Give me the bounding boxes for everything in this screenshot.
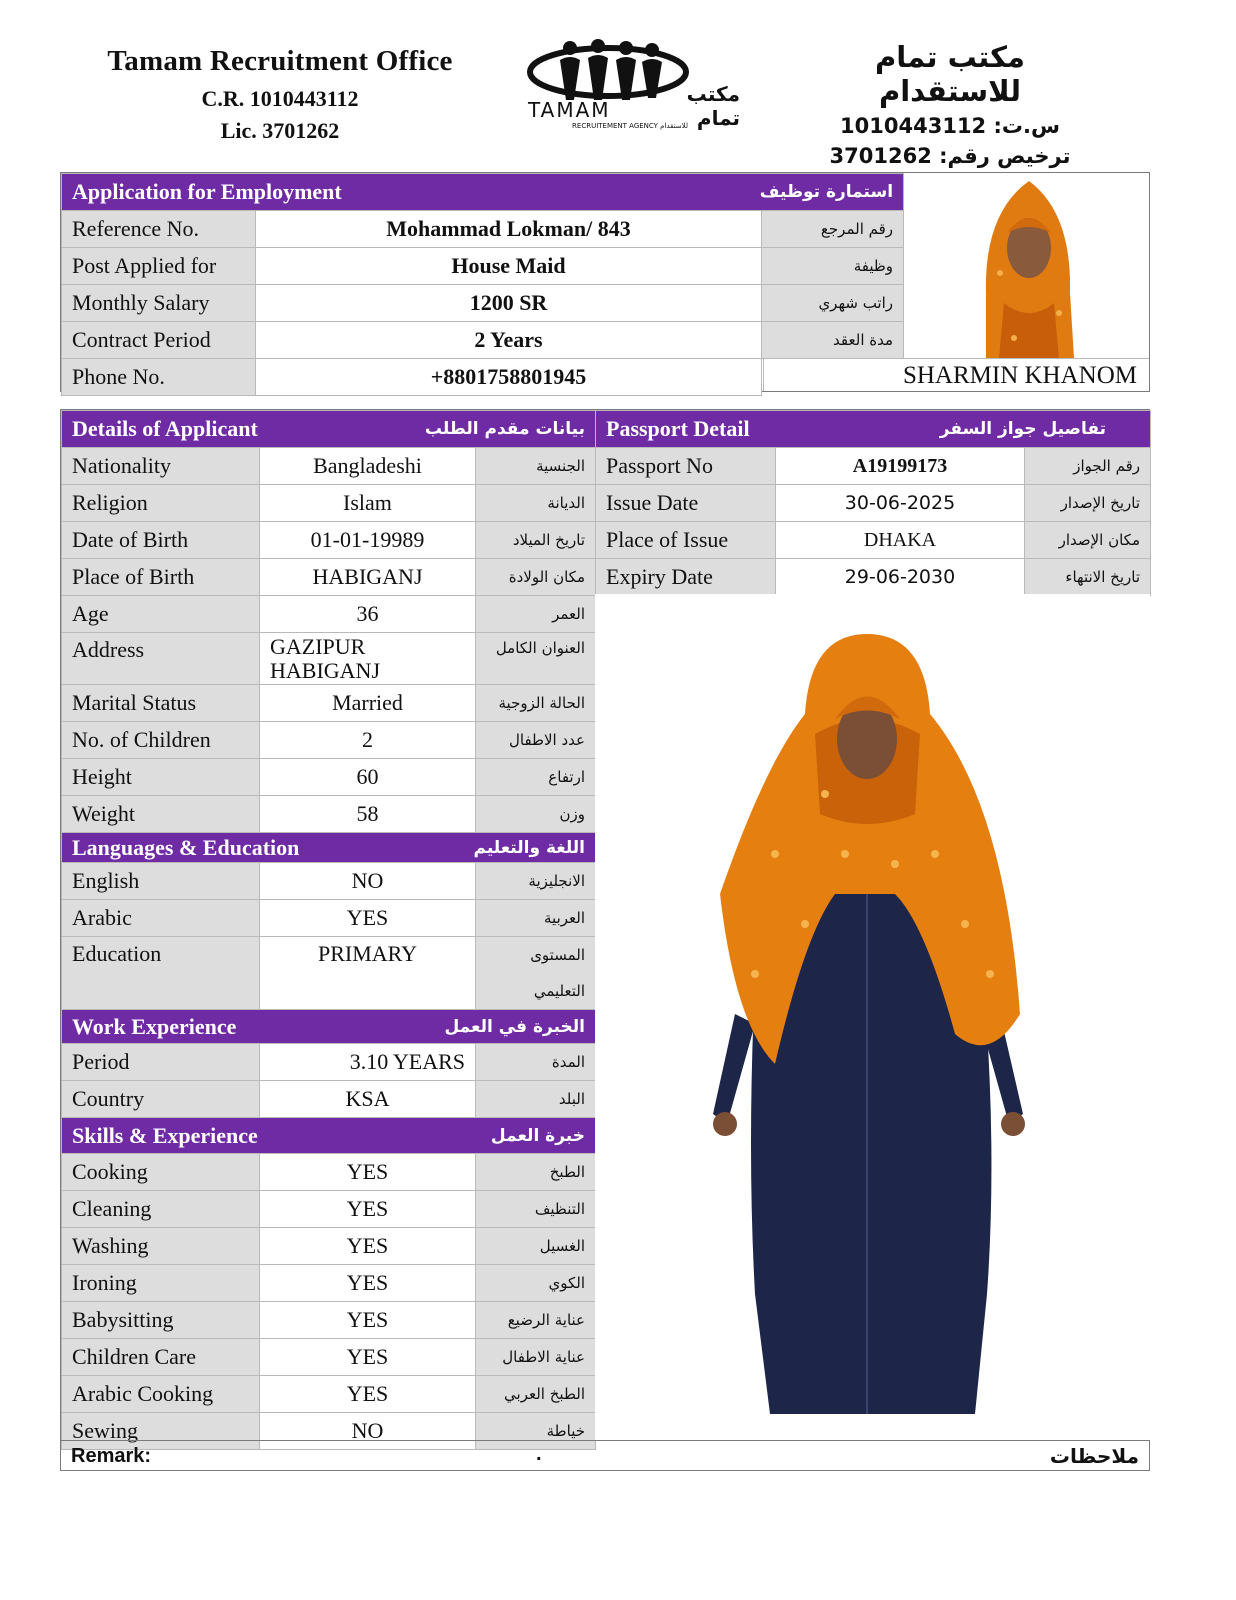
marital-status: Married [260,685,476,722]
field-label: Phone No. [62,359,256,396]
passport-title-en: Passport Detail [606,416,750,441]
field-label: Cooking [62,1154,260,1191]
field-label-ar: الحالة الزوجية [476,685,596,722]
field-label-ar: التنظيف [476,1191,596,1228]
application-section [60,172,1150,392]
field-label: Monthly Salary [62,285,256,322]
table-row [62,796,596,833]
field-label-ar: الكوي [476,1265,596,1302]
table-row [62,1044,596,1081]
table-row [62,559,596,596]
license-number-ar: ترخيص رقم: 3701262 [829,144,1071,168]
company-logo [520,38,740,138]
application-header [62,174,904,211]
logo-text-ar: مكتب تمام [686,82,740,130]
issue-date: 30-06-2025 [776,485,1025,522]
passport-table [595,410,1151,596]
field-label-ar: المدة [476,1044,596,1081]
field-label: Height [62,759,260,796]
field-label-ar: الجنسية [476,448,596,485]
age: 36 [260,596,476,633]
field-label: Marital Status [62,685,260,722]
field-label: Post Applied for [62,248,256,285]
date-of-birth: 01-01-19989 [260,522,476,559]
table-row [62,900,596,937]
table-row [62,722,596,759]
field-label-ar [476,937,596,1010]
passport-number: A19199173 [776,448,1025,485]
table-row [62,863,596,900]
cr-number-ar: س.ت: 1010443112 [840,114,1060,138]
field-label: Date of Birth [62,522,260,559]
field-label: Contract Period [62,322,256,359]
table-row [62,1228,596,1265]
skill-value: YES [260,1154,476,1191]
field-label: Place of Birth [62,559,260,596]
skills-header [62,1118,596,1154]
religion: Islam [260,485,476,522]
field-label: Address [62,633,260,685]
table-row [62,1376,596,1413]
field-label-ar: مكان الولادة [476,559,596,596]
field-label-ar: ارتفاع [476,759,596,796]
applicant-title-ar: بيانات مقدم الطلب [424,419,585,439]
company-name-ar: مكتب تمام للاستقدام [875,40,1025,108]
work-title-en: Work Experience [72,1013,237,1039]
field-label-ar: خياطة [476,1413,596,1450]
table-row [62,1265,596,1302]
post-applied: House Maid [256,248,762,285]
place-of-birth: HABIGANJ [260,559,476,596]
logo-subtitle: RECRUITEMENT AGENCY للاستقدام [572,122,688,130]
table-row [596,448,1151,485]
work-period: 3.10 YEARS [260,1044,476,1081]
remark-value: . [536,1443,542,1465]
field-label-ar: الانجليزية [476,863,596,900]
phone-number: +8801758801945 [256,359,762,396]
field-label: Period [62,1044,260,1081]
field-label: Weight [62,796,260,833]
contract-period: 2 Years [256,322,762,359]
field-label: Reference No. [62,211,256,248]
field-label: Sewing [62,1413,260,1450]
table-row [62,211,904,248]
table-row [62,522,596,559]
work-title-ar: الخبرة في العمل [444,1016,585,1037]
english-level: NO [260,863,476,900]
field-label-ar: الطبخ العربي [476,1376,596,1413]
field-label: Expiry Date [596,559,776,596]
field-label-ar: الديانة [476,485,596,522]
table-row [596,522,1151,559]
field-label-ar: تاريخ الانتهاء [1025,559,1151,596]
table-row [596,485,1151,522]
field-label: Issue Date [596,485,776,522]
field-label-ar: رقم الجواز [1025,448,1151,485]
passport-header [596,411,1151,448]
cr-number-en: C.R. 1010443112 [201,86,359,111]
field-label: English [62,863,260,900]
field-label: Children Care [62,1339,260,1376]
education-label-ar-1: المستوى [530,946,585,964]
field-label-ar: عناية الاطفال [476,1339,596,1376]
field-label-ar: العنوان الكامل [476,633,596,685]
nationality: Bangladeshi [260,448,476,485]
work-country: KSA [260,1081,476,1118]
field-label-ar: الغسيل [476,1228,596,1265]
application-title-ar: استمارة توظيف [759,182,894,202]
field-label: Nationality [62,448,260,485]
field-label: Arabic Cooking [62,1376,260,1413]
field-label-ar: عناية الرضيع [476,1302,596,1339]
field-label: Babysitting [62,1302,260,1339]
table-row [62,448,596,485]
company-header-ar [800,40,1100,168]
applicant-full-photo [595,594,1150,1440]
field-label-ar: العمر [476,596,596,633]
field-label-ar: العربية [476,900,596,937]
details-section [60,409,1150,1471]
table-row [62,1302,596,1339]
place-of-issue: DHAKA [776,522,1025,559]
field-label: Religion [62,485,260,522]
company-header-en [60,45,500,144]
license-number-en: Lic. 3701262 [220,118,340,143]
table-row [62,322,904,359]
children-count: 2 [260,722,476,759]
field-label: Age [62,596,260,633]
skill-value: YES [260,1339,476,1376]
field-label: No. of Children [62,722,260,759]
field-label: Washing [62,1228,260,1265]
weight: 58 [260,796,476,833]
application-title-en: Application for Employment [72,179,342,204]
applicant-name: SHARMIN KHANOM [763,358,1149,391]
logo-text-en: TAMAM [528,98,611,122]
table-row [62,485,596,522]
field-label-ar: راتب شهري [762,285,904,322]
field-label-ar: مدة العقد [762,322,904,359]
skill-value: YES [260,1191,476,1228]
remark-label: Remark: [71,1444,152,1467]
field-label: Education [62,937,260,1010]
languages-header [62,833,596,863]
field-label-ar: الطبخ [476,1154,596,1191]
address-line-1: GAZIPUR [270,633,366,659]
arabic-level: YES [260,900,476,937]
table-row [62,759,596,796]
table-row [62,685,596,722]
monthly-salary: 1200 SR [256,285,762,322]
applicant-header [62,411,596,448]
skill-value: YES [260,1228,476,1265]
skill-value: YES [260,1376,476,1413]
field-label-ar: وظيفة [762,248,904,285]
field-label: Ironing [62,1265,260,1302]
skill-value: YES [260,1265,476,1302]
applicant-table [61,410,596,1450]
skills-title-ar: خبرة العمل [490,1125,585,1146]
applicant-portrait [903,173,1149,358]
table-row [62,248,904,285]
field-label: Passport No [596,448,776,485]
table-row [62,1081,596,1118]
field-label: Place of Issue [596,522,776,559]
skill-value: YES [260,1302,476,1339]
field-label: Country [62,1081,260,1118]
applicant-title-en: Details of Applicant [72,416,258,441]
table-row [62,596,596,633]
skills-title-en: Skills & Experience [72,1122,258,1148]
field-label-ar: تاريخ الميلاد [476,522,596,559]
education-label-ar-2: التعليمي [533,982,585,1000]
company-name-en: Tamam Recruitment Office [107,45,453,77]
height: 60 [260,759,476,796]
table-row [62,937,596,1010]
languages-title-en: Languages & Education [72,834,300,860]
table-row [596,559,1151,596]
field-label-ar: البلد [476,1081,596,1118]
field-label: Cleaning [62,1191,260,1228]
address [260,633,476,685]
reference-number: Mohammad Lokman/ 843 [256,211,762,248]
remark-label-ar: ملاحظات [1049,1444,1139,1468]
expiry-date: 29-06-2030 [776,559,1025,596]
field-label-ar: عدد الاطفال [476,722,596,759]
table-row [62,633,596,685]
table-row [62,1339,596,1376]
field-label: Arabic [62,900,260,937]
skill-value: NO [260,1413,476,1450]
table-row [62,285,904,322]
field-label-ar: رقم المرجع [762,211,904,248]
field-label-ar: تاريخ الإصدار [1025,485,1151,522]
table-row [62,1191,596,1228]
languages-title-ar: اللغة والتعليم [473,837,585,858]
table-row [62,1154,596,1191]
remark-row [61,1440,1149,1471]
field-label-ar: مكان الإصدار [1025,522,1151,559]
work-header [62,1010,596,1044]
address-line-2: HABIGANJ [270,657,380,683]
field-label-ar: وزن [476,796,596,833]
passport-title-ar: تفاصيل جواز السفر [939,419,1106,439]
education-level: PRIMARY [260,937,476,1010]
